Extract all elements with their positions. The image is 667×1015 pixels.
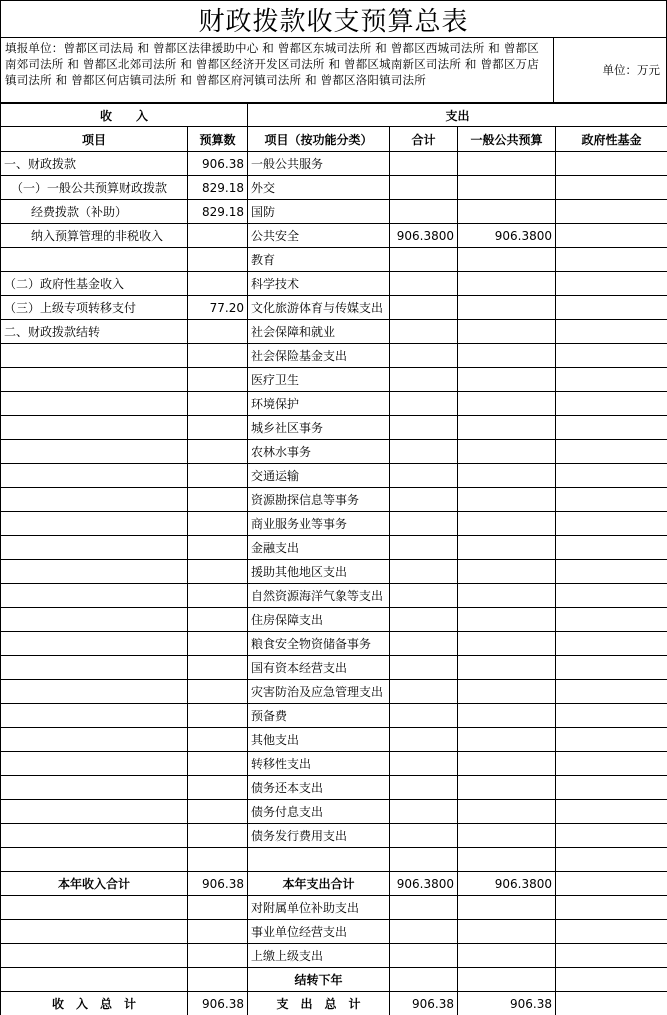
income-item [1,824,188,848]
expense-fund [556,560,667,584]
expense-fund [556,896,667,920]
expense-fund [556,416,667,440]
expense-item: 国防 [248,200,390,224]
income-item [1,416,188,440]
expense-item: 对附属单位补助支出 [248,896,390,920]
income-value [188,488,248,512]
income-item [1,536,188,560]
expense-general [458,320,556,344]
expense-general [458,608,556,632]
grand-expense-fund [556,992,667,1015]
income-item [1,896,188,920]
income-value [188,416,248,440]
expense-total [390,368,458,392]
expense-fund [556,728,667,752]
table-row [1,656,667,680]
expense-total [390,896,458,920]
expense-item: 商业服务业等事务 [248,512,390,536]
expense-total [390,632,458,656]
expense-total [390,272,458,296]
income-item: 二、财政拨款结转 [1,320,188,344]
income-item: （二）政府性基金收入 [1,272,188,296]
income-value [188,608,248,632]
expense-fund [556,512,667,536]
table-row [1,296,667,320]
expense-general [458,584,556,608]
table-row [1,224,667,248]
income-value [188,464,248,488]
expense-fund [556,656,667,680]
expense-fund [556,464,667,488]
col-header-item: 项目 [1,127,188,152]
expense-item: 自然资源海洋气象等支出 [248,584,390,608]
income-item [1,800,188,824]
year-income-total-label: 本年收入合计 [1,872,188,896]
income-item [1,464,188,488]
expense-item: 医疗卫生 [248,368,390,392]
income-value [188,680,248,704]
expense-item: 债务发行费用支出 [248,824,390,848]
expense-item: 债务付息支出 [248,800,390,824]
table-row [1,488,667,512]
expense-fund [556,440,667,464]
expense-total [390,752,458,776]
expense-general [458,704,556,728]
expense-general [458,248,556,272]
income-value [188,320,248,344]
page-title: 财政拨款收支预算总表 [0,0,667,37]
income-item [1,392,188,416]
income-value [188,896,248,920]
expense-item: 金融支出 [248,536,390,560]
grand-income-value: 906.38 [188,992,248,1015]
expense-fund [556,536,667,560]
expense-fund [556,320,667,344]
expense-total: 906.3800 [390,224,458,248]
column-header-row [1,127,667,152]
expense-fund [556,680,667,704]
expense-total [390,944,458,968]
expense-item: 事业单位经营支出 [248,920,390,944]
expense-general [458,536,556,560]
table-row [1,824,667,848]
expense-fund [556,824,667,848]
grand-total-row [1,992,667,1015]
expense-general [458,464,556,488]
income-value [188,656,248,680]
income-item [1,560,188,584]
expense-fund [556,800,667,824]
table-row [1,752,667,776]
expense-item: 环境保护 [248,392,390,416]
income-item [1,776,188,800]
expense-fund [556,608,667,632]
expense-total [390,416,458,440]
expense-fund [556,272,667,296]
table-row [1,896,667,920]
income-item [1,488,188,512]
table-row [1,176,667,200]
income-item [1,440,188,464]
section-header-row [1,104,667,127]
expense-total [390,320,458,344]
expense-general [458,152,556,176]
expense-item: 社会保险基金支出 [248,344,390,368]
income-value [188,224,248,248]
expense-fund [556,176,667,200]
table-row [1,680,667,704]
table-row [1,320,667,344]
expense-general [458,752,556,776]
expense-total [390,704,458,728]
expense-item: 其他支出 [248,728,390,752]
expense-general [458,560,556,584]
expense-fund [556,344,667,368]
expense-item: 教育 [248,248,390,272]
expense-general: 906.3800 [458,224,556,248]
expense-total [390,344,458,368]
income-value [188,560,248,584]
expense-general [458,848,556,872]
income-value [188,512,248,536]
table-row [1,848,667,872]
income-value [188,776,248,800]
expense-fund [556,392,667,416]
expense-fund [556,632,667,656]
income-item [1,968,188,992]
table-row [1,608,667,632]
expense-total [390,800,458,824]
expense-total [390,848,458,872]
table-row [1,800,667,824]
income-item [1,752,188,776]
income-value [188,944,248,968]
expense-fund [556,776,667,800]
income-value [188,704,248,728]
expense-total [390,584,458,608]
income-value [188,800,248,824]
expense-total [390,680,458,704]
expense-total [390,512,458,536]
expense-total [390,440,458,464]
expense-general [458,824,556,848]
table-row [1,704,667,728]
expense-total [390,560,458,584]
expense-fund [556,368,667,392]
expense-fund [556,296,667,320]
income-item [1,512,188,536]
expense-general [458,368,556,392]
expense-general [458,512,556,536]
table-row [1,464,667,488]
expense-total [390,824,458,848]
income-item: （三）上级专项转移支付 [1,296,188,320]
expense-item [248,848,390,872]
table-row [1,728,667,752]
income-item [1,848,188,872]
table-row [1,560,667,584]
income-value: 829.18 [188,200,248,224]
income-value [188,728,248,752]
expense-fund [556,848,667,872]
expense-total [390,968,458,992]
income-item [1,656,188,680]
expense-item: 社会保障和就业 [248,320,390,344]
income-item: （一）一般公共预算财政拨款 [1,176,188,200]
expense-item: 灾害防治及应急管理支出 [248,680,390,704]
income-item [1,632,188,656]
expense-item: 一般公共服务 [248,152,390,176]
expense-fund [556,704,667,728]
table-row [1,632,667,656]
income-item: 纳入预算管理的非税收入 [1,224,188,248]
expense-total [390,488,458,512]
expense-general [458,776,556,800]
income-item [1,704,188,728]
expense-total [390,920,458,944]
carryover-label: 结转下年 [248,968,390,992]
expense-item: 债务还本支出 [248,776,390,800]
grand-expense-general: 906.38 [458,992,556,1015]
income-item [1,344,188,368]
income-section-header: 收 入 [1,104,248,127]
expense-general [458,680,556,704]
income-value [188,752,248,776]
expense-item: 交通运输 [248,464,390,488]
expense-fund [556,248,667,272]
table-row [1,512,667,536]
col-header-budget: 预算数 [188,127,248,152]
income-value [188,248,248,272]
expense-general [458,176,556,200]
table-row [1,584,667,608]
carryover-row [1,968,667,992]
expense-item: 住房保障支出 [248,608,390,632]
currency-unit: 单位：万元 [602,63,660,77]
col-header-func-item: 项目（按功能分类） [248,127,390,152]
expense-general [458,440,556,464]
table-row [1,344,667,368]
income-item: 一、财政拨款 [1,152,188,176]
expense-item: 转移性支出 [248,752,390,776]
expense-item: 文化旅游体育与传媒支出 [248,296,390,320]
grand-expense-total: 906.38 [390,992,458,1015]
expense-general [458,200,556,224]
expense-fund [556,200,667,224]
income-item [1,584,188,608]
income-value [188,824,248,848]
expense-fund [556,224,667,248]
table-row [1,392,667,416]
income-value: 829.18 [188,176,248,200]
table-row [1,272,667,296]
expense-general [458,920,556,944]
income-value [188,272,248,296]
year-expense-total-label: 本年支出合计 [248,872,390,896]
expense-total [390,176,458,200]
income-item [1,248,188,272]
income-item [1,368,188,392]
expense-fund [556,968,667,992]
expense-general [458,944,556,968]
expense-fund [556,752,667,776]
expense-total [390,608,458,632]
income-value [188,392,248,416]
expense-item: 资源勘探信息等事务 [248,488,390,512]
table-row [1,776,667,800]
expense-total [390,392,458,416]
expense-general [458,656,556,680]
expense-item: 城乡社区事务 [248,416,390,440]
expense-fund [556,920,667,944]
grand-income-label: 收 入 总 计 [1,992,188,1015]
income-item [1,728,188,752]
income-item [1,944,188,968]
table-row [1,440,667,464]
income-item [1,680,188,704]
income-value [188,848,248,872]
table-row [1,200,667,224]
income-value [188,920,248,944]
info-row [0,37,667,103]
expense-total [390,656,458,680]
expense-general [458,392,556,416]
expense-total [390,536,458,560]
expense-total [390,776,458,800]
expense-total [390,296,458,320]
expense-general [458,968,556,992]
expense-general [458,272,556,296]
expense-total [390,200,458,224]
expense-general [458,488,556,512]
expense-total [390,464,458,488]
expense-fund [556,584,667,608]
expense-item: 粮食安全物资储备事务 [248,632,390,656]
income-value [188,968,248,992]
budget-table-body [1,104,667,1015]
table-row [1,920,667,944]
expense-general [458,896,556,920]
expense-fund [556,488,667,512]
expense-fund [556,944,667,968]
expense-fund [556,152,667,176]
income-value [188,584,248,608]
filing-unit: 填报单位：曾都区司法局 和 曾都区法律援助中心 和 曾都区东城司法所 和 曾都区西城司法所 和 曾都区南郊司法所 和 曾都区北郊司法所 和 曾都区经济开发区司法所 和 曾都区城南新区司法所 和 曾都区万店镇司法所 和 曾都区何店镇司法所 和 曾都区府河镇司法所 和 曾都区洛阳镇司法所 [1,38,554,102]
table-row [1,152,667,176]
income-item: 经费拨款（补助） [1,200,188,224]
expense-general [458,344,556,368]
expense-total [390,728,458,752]
budget-table [0,103,667,1015]
year-total-row [1,872,667,896]
year-expense-general: 906.3800 [458,872,556,896]
year-expense-fund [556,872,667,896]
table-row [1,368,667,392]
income-value [188,632,248,656]
income-value: 906.38 [188,152,248,176]
income-value [188,536,248,560]
table-row [1,248,667,272]
expense-item: 科学技术 [248,272,390,296]
expense-general [458,416,556,440]
col-header-fund: 政府性基金 [556,127,667,152]
income-value: 77.20 [188,296,248,320]
col-header-general: 一般公共预算 [458,127,556,152]
expense-general [458,800,556,824]
expense-total [390,152,458,176]
expense-item: 公共安全 [248,224,390,248]
expense-general [458,728,556,752]
expense-general [458,296,556,320]
expense-total [390,248,458,272]
table-row [1,536,667,560]
expense-item: 农林水事务 [248,440,390,464]
income-value [188,344,248,368]
income-value [188,440,248,464]
income-item [1,608,188,632]
expense-general [458,632,556,656]
grand-expense-label: 支 出 总 计 [248,992,390,1015]
col-header-total: 合计 [390,127,458,152]
table-row [1,944,667,968]
expense-section-header: 支出 [248,104,667,127]
income-item [1,920,188,944]
expense-item: 援助其他地区支出 [248,560,390,584]
table-row [1,416,667,440]
expense-item: 外交 [248,176,390,200]
year-income-total-value: 906.38 [188,872,248,896]
expense-item: 上缴上级支出 [248,944,390,968]
income-value [188,368,248,392]
year-expense-total: 906.3800 [390,872,458,896]
expense-item: 国有资本经营支出 [248,656,390,680]
expense-item: 预备费 [248,704,390,728]
